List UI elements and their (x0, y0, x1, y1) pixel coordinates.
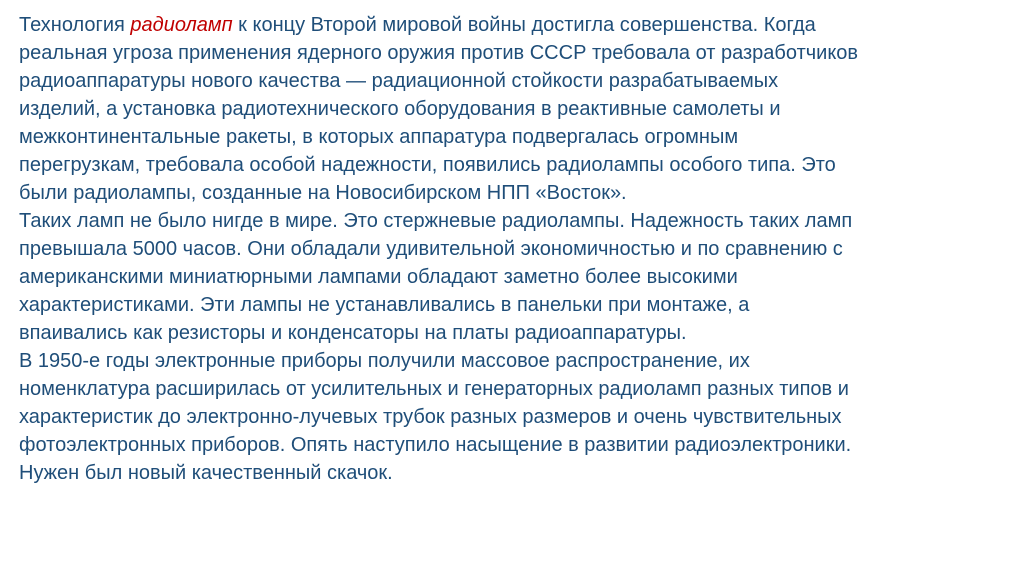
text-line: перегрузкам, требовала особой надежности, появились радиолампы особого типа. Это (19, 154, 836, 176)
text-line: характеристиками. Эти лампы не устанавливались в панельки при монтаже, а (19, 294, 750, 316)
text-line: фотоэлектронных приборов. Опять наступило насыщение в развитии радиоэлектроники. (19, 434, 852, 456)
text-line: впаивались как резисторы и конденсаторы на платы радиоаппаратуры. (19, 322, 687, 344)
paragraph-1950s-electronics (19, 347, 1009, 487)
text-line: Таких ламп не было нигде в мире. Это стержневые радиолампы. Надежность таких ламп (19, 210, 853, 232)
body-text (19, 11, 1009, 487)
text-line: В 1950-е годы электронные приборы получили массовое распространение, их (19, 350, 750, 372)
text-segment: к концу Второй мировой войны достигла совершенства. Когда (232, 14, 816, 36)
highlighted-term: радиоламп (130, 14, 233, 36)
text-line: характеристик до электронно-лучевых трубок разных размеров и очень чувствительных (19, 406, 842, 428)
paragraph-vacuum-tubes-history (19, 11, 1009, 207)
text-line: номенклатура расширилась от усилительных и генераторных радиоламп разных типов и (19, 378, 849, 400)
text-line: Нужен был новый качественный скачок. (19, 462, 393, 484)
text-segment: Технология (19, 14, 131, 36)
text-line: превышала 5000 часов. Они обладали удивительной экономичностью и по сравнению с (19, 238, 843, 260)
text-line: реальная угроза применения ядерного оружия против СССР требовала от разработчиков (19, 42, 859, 64)
text-line: изделий, а установка радиотехнического оборудования в реактивные самолеты и (19, 98, 781, 120)
text-line: межконтинентальные ракеты, в которых аппаратура подвергалась огромным (19, 126, 739, 148)
paragraph-rod-tubes (19, 207, 1009, 347)
text-line: американскими миниатюрными лампами обладают заметно более высокими (19, 266, 738, 288)
text-line: были радиолампы, созданные на Новосибирском НПП «Восток». (19, 182, 627, 204)
text-line: радиоаппаратуры нового качества — радиационной стойкости разрабатываемых (19, 70, 779, 92)
text-line (19, 11, 1009, 39)
